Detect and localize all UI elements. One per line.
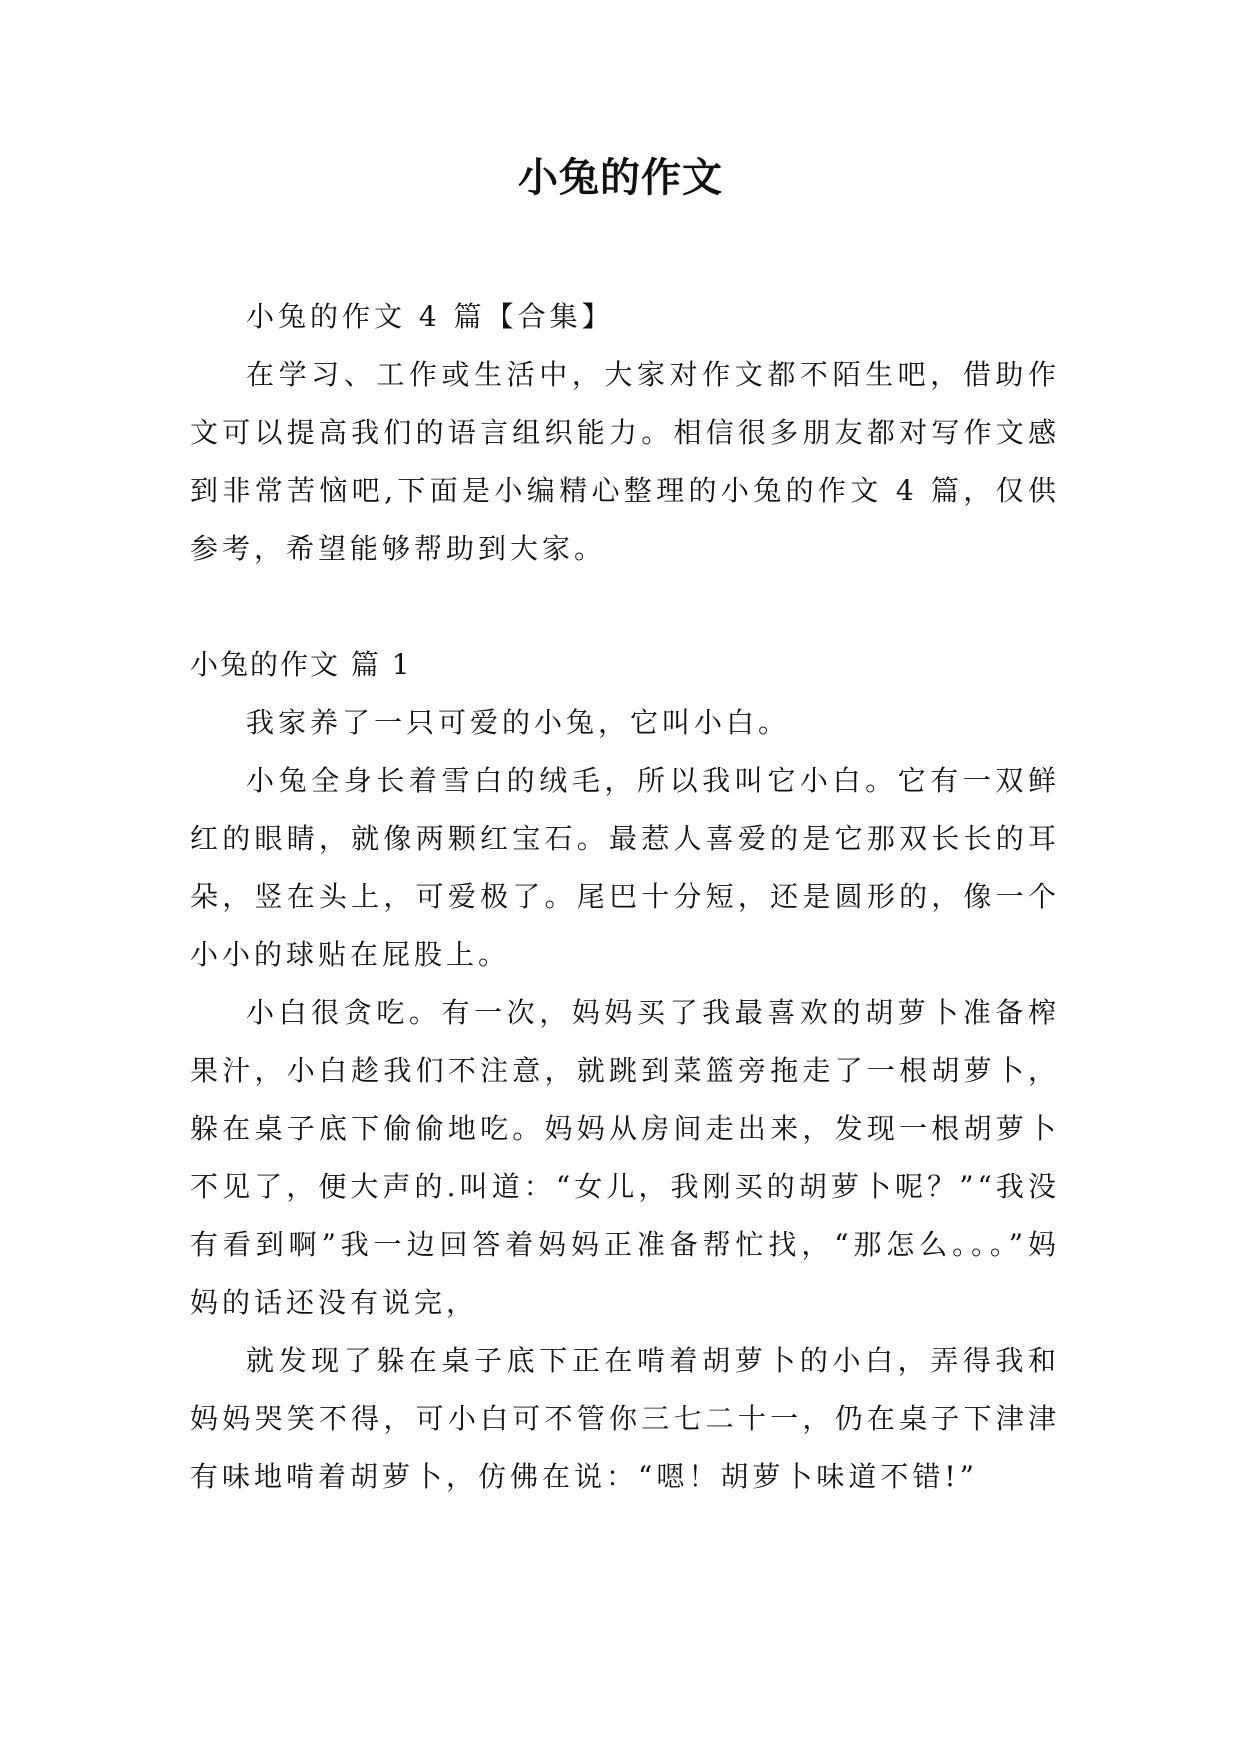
intro-paragraph: 在学习、工作或生活中，大家对作文都不陌生吧，借助作文可以提高我们的语言组织能力。相信很多朋友都对写作文感到非常苦恼吧,下面是小编精心整理的小兔的作文 4 篇，仅供参考，希望能够帮助到大家。 — [190, 358, 1060, 565]
story-paragraph: 小兔全身长着雪白的绒毛，所以我叫它小白。它有一双鲜红的眼睛，就像两颗红宝石。最惹人喜爱的是它那双长长的耳朵，竖在头上，可爱极了。尾巴十分短，还是圆形的，像一个小小的球贴在屁股上。 — [190, 764, 1060, 971]
story-paragraph: 小白很贪吃。有一次，妈妈买了我最喜欢的胡萝卜准备榨果汁，小白趁我们不注意，就跳到菜篮旁拖走了一根胡萝卜，躲在桌子底下偷偷地吃。妈妈从房间走出来，发现一根胡萝卜不见了，便大声的.叫道：“女儿，我刚买的胡萝卜呢？”“我没有看到啊”我一边回答着妈妈正准备帮忙找，“那怎么。。。”妈妈的话还没有说完， — [190, 996, 1060, 1319]
document-title: 小兔的作文 — [518, 155, 723, 201]
story-paragraph: 就发现了躲在桌子底下正在啃着胡萝卜的小白，弄得我和妈妈哭笑不得，可小白可不管你三七二十一，仍在桌子下津津有味地啃着胡萝卜，仿佛在说：“嗯！胡萝卜味道不错!” — [190, 1344, 1060, 1493]
document-subtitle: 小兔的作文 4 篇【合集】 — [246, 300, 614, 333]
document-body — [190, 288, 1060, 1506]
story-paragraph: 我家养了一只可爱的小兔，它叫小白。 — [246, 706, 791, 739]
section-heading: 小兔的作文 篇 1 — [190, 648, 412, 681]
